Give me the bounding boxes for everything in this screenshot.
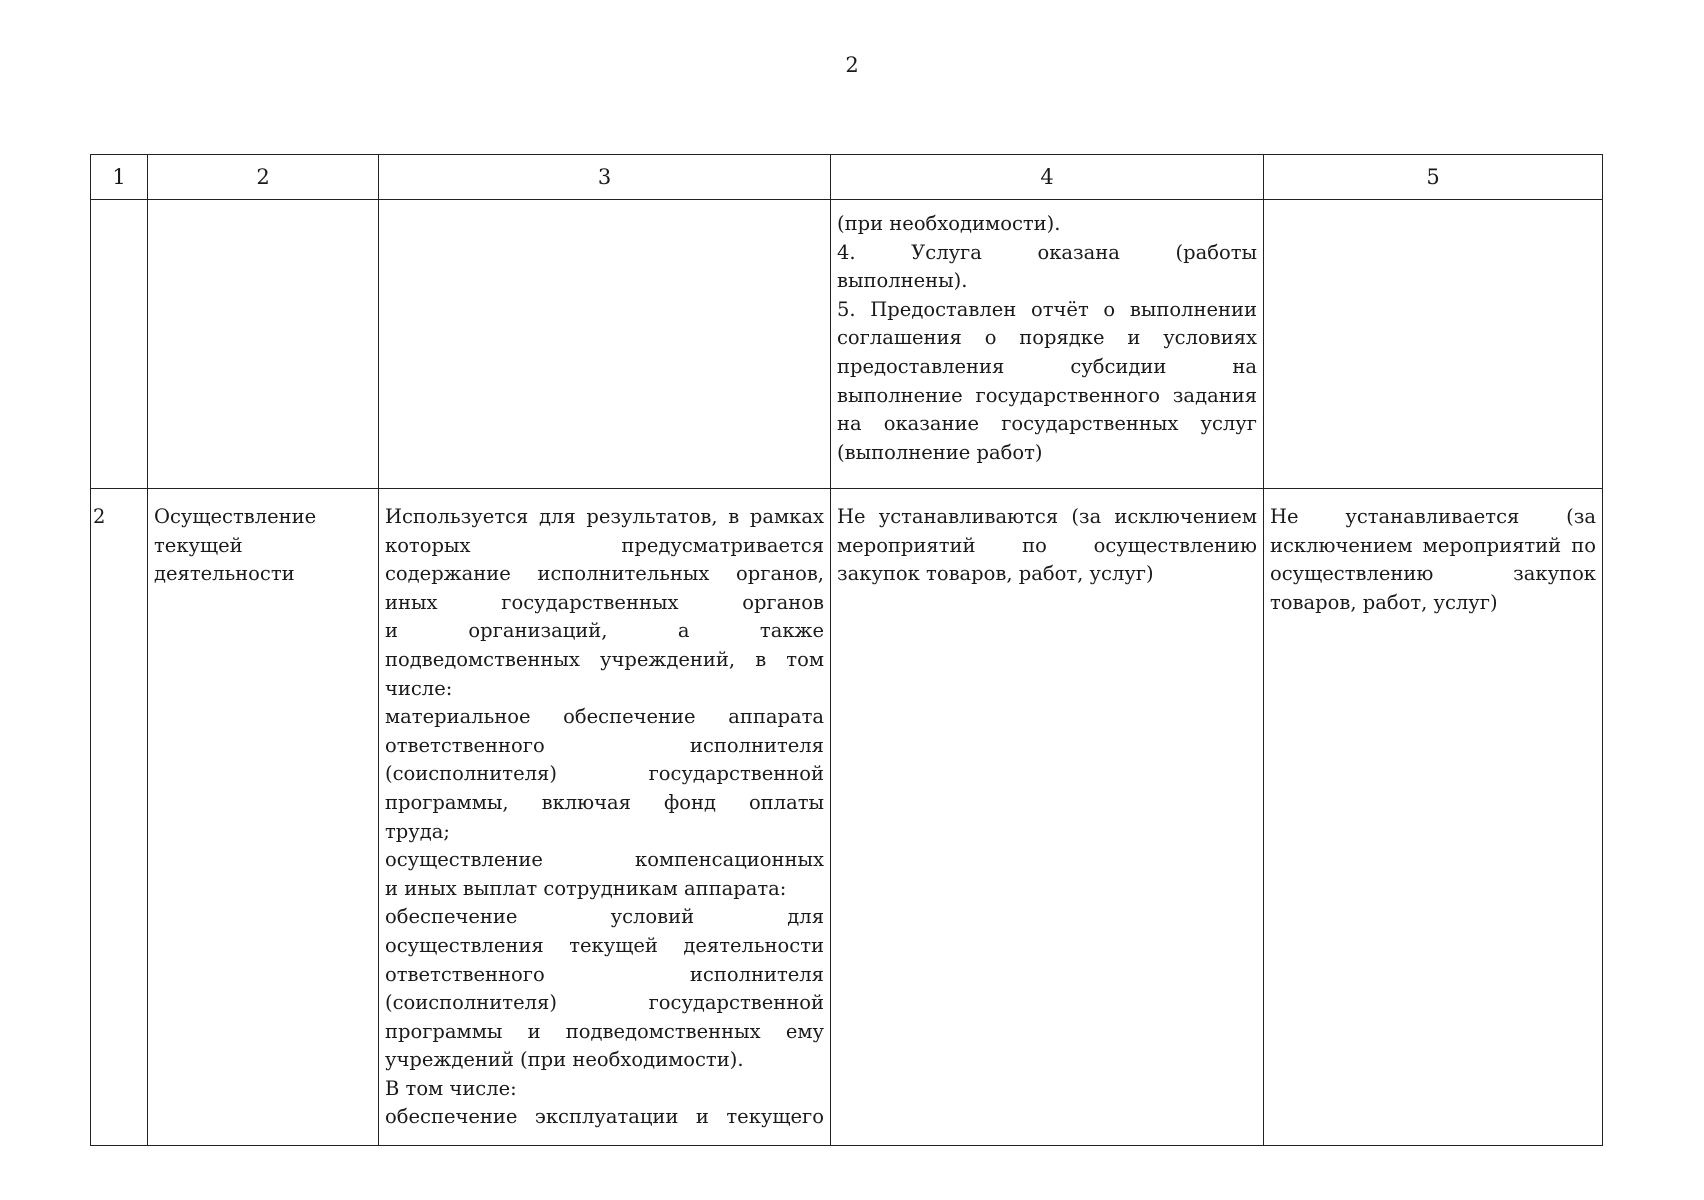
cell-text-line: предоставления субсидии на bbox=[837, 354, 1257, 378]
cell-text-line: Не устанавливается (за bbox=[1270, 505, 1596, 528]
cell-text-line: ответственного исполнителя bbox=[385, 962, 824, 986]
page-number: 2 bbox=[845, 53, 859, 77]
row-description-cell bbox=[379, 200, 831, 489]
cell-text-line: учреждений (при необходимости). bbox=[385, 1048, 744, 1072]
cell-text-line: (соисполнителя) государственной bbox=[385, 991, 824, 1015]
cell-text-line: и организаций, а также bbox=[385, 619, 824, 643]
cell-text-line: выполнение государственного задания bbox=[837, 383, 1257, 407]
column-header-3: 3 bbox=[379, 155, 831, 200]
row-col4-cell bbox=[831, 200, 1264, 489]
cell-text-line: (выполнение работ) bbox=[837, 440, 1043, 464]
cell-text-line: товаров, работ, услуг) bbox=[1270, 590, 1498, 614]
cell-text-line: которых предусматривается bbox=[385, 533, 824, 557]
cell-text-line: Не устанавливаются (за исключением bbox=[837, 505, 1257, 528]
cell-text-line: числе: bbox=[385, 676, 453, 700]
document-table bbox=[90, 154, 1603, 1146]
cell-text-line: исключением мероприятий по bbox=[1270, 533, 1596, 557]
column-header-1: 1 bbox=[91, 155, 148, 200]
cell-text-line: обеспечение эксплуатации и текущего bbox=[385, 1105, 824, 1129]
cell-text-line: программы, включая фонд оплаты bbox=[385, 790, 824, 814]
cell-text-line: осуществления текущей деятельности bbox=[385, 933, 824, 957]
cell-text-line: осуществлению закупок bbox=[1270, 562, 1596, 586]
row-name-cell bbox=[148, 200, 379, 489]
cell-text-line: ответственного исполнителя bbox=[385, 733, 824, 757]
cell-text-line: программы и подведомственных ему bbox=[385, 1019, 824, 1043]
table-row bbox=[91, 489, 1603, 1146]
cell-text-line: (соисполнителя) государственной bbox=[385, 762, 824, 786]
column-header-5: 5 bbox=[1264, 155, 1603, 200]
cell-text-line: закупок товаров, работ, услуг) bbox=[837, 562, 1154, 586]
row-number-cell: 2 bbox=[91, 489, 148, 1146]
cell-text-line: иных государственных органов bbox=[385, 590, 824, 614]
column-header-4: 4 bbox=[831, 155, 1264, 200]
cell-text-line: материальное обеспечение аппарата bbox=[385, 705, 824, 729]
cell-text-line: и иных выплат сотрудникам аппарата: bbox=[385, 876, 787, 900]
cell-text-line: обеспечение условий для bbox=[385, 905, 824, 929]
cell-text-line: 5. Предоставлен отчёт о выполнении bbox=[837, 297, 1257, 321]
cell-text-line: на оказание государственных услуг bbox=[837, 412, 1257, 436]
row-col4-cell bbox=[831, 489, 1264, 1146]
cell-text-line: (при необходимости). bbox=[837, 212, 1061, 235]
row-description-cell bbox=[379, 489, 831, 1146]
column-header-2: 2 bbox=[148, 155, 379, 200]
row-col5-cell bbox=[1264, 489, 1603, 1146]
cell-text-line: содержание исполнительных органов, bbox=[385, 562, 824, 586]
cell-text-line: подведомственных учреждений, в том bbox=[385, 647, 824, 671]
row-number-cell bbox=[91, 200, 148, 489]
row-name-cell bbox=[148, 489, 379, 1146]
cell-text-line: осуществление компенсационных bbox=[385, 848, 824, 872]
cell-text-line: Используется для результатов, в рамках bbox=[385, 505, 824, 528]
cell-text-line: В том числе: bbox=[385, 1076, 517, 1100]
cell-text-line: текущей bbox=[154, 533, 243, 557]
row-col5-cell bbox=[1264, 200, 1603, 489]
table-row-continued bbox=[91, 200, 1603, 489]
cell-text-line: деятельности bbox=[154, 562, 295, 586]
cell-text-line: мероприятий по осуществлению bbox=[837, 533, 1257, 557]
cell-text-line: соглашения о порядке и условиях bbox=[837, 326, 1257, 350]
cell-text-line: труда; bbox=[385, 819, 450, 843]
cell-text-line: Осуществление bbox=[154, 505, 317, 528]
cell-text-line: 4. Услуга оказана (работы bbox=[837, 240, 1257, 264]
cell-text-line: выполнены). bbox=[837, 269, 968, 293]
table-header-row bbox=[91, 155, 1603, 200]
